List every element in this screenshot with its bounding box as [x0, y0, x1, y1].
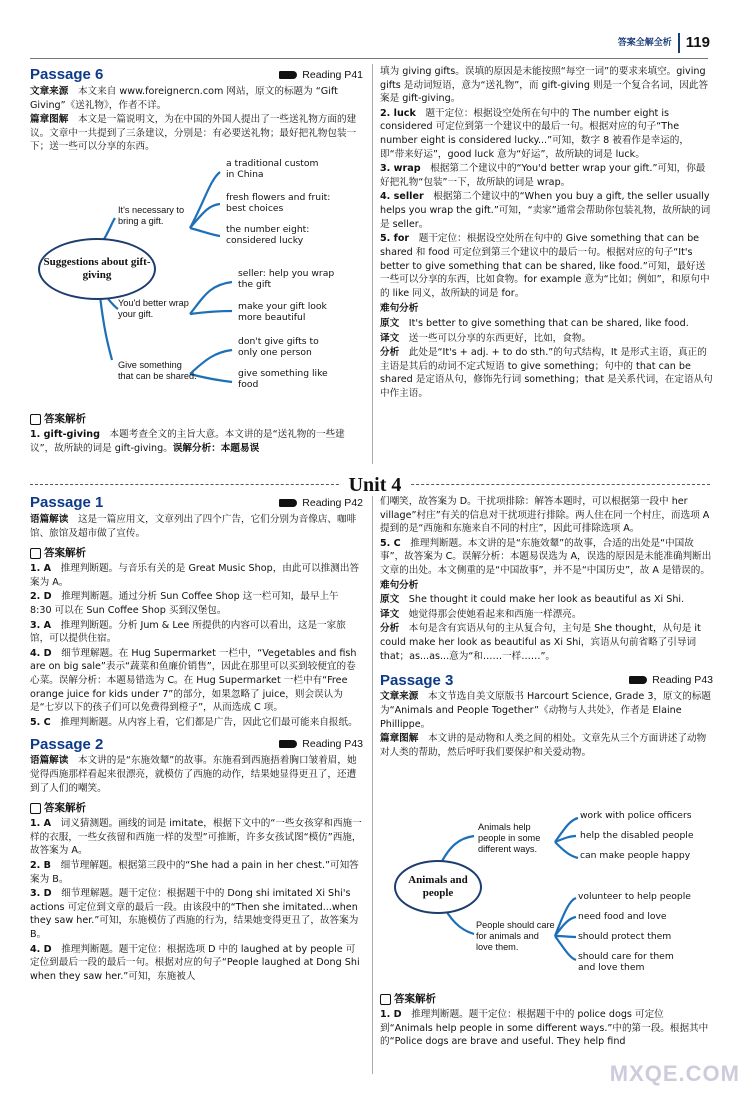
- passage-2-intro: 语篇解读 本文讲的是“东施效颦”的故事。东施看到西施捂着胸口皱着眉，她觉得西施那样看起来很漂亮，就模仿了西施的动作，结果她显得更丑了，还遭到了人们的嘲笑。: [30, 755, 357, 794]
- answer-heading: 答案解析: [30, 801, 363, 816]
- mind-map-center: Suggestions about gift-giving: [38, 238, 156, 300]
- p3-answers: [380, 986, 713, 1049]
- answer-1: 1. gift-giving 本题考查全文的主旨大意。本文讲的是“送礼物的一些建议”，故所缺的词是 gift-giving。误解分析：本题易误: [30, 428, 345, 454]
- translation: 译文 送一些可以分享的东西更好，比如，食物。: [380, 332, 592, 344]
- leaf-seller: seller: help you wrap the gift: [238, 268, 335, 291]
- reading-ref: Reading P43: [629, 673, 713, 688]
- p2-answer-4: 4. D 推理判断题。题干定位：根据选项 D 中的 laughed at by people 可定位到最后一段的最后一句。根据对应的句子“People laughed at Dong Shi when they saw her.”可知，东施被人: [30, 943, 360, 982]
- p1-answer-5: 5. C 推理判断题。从内容上看，它们都是广告，因此它们最可能来自报纸。: [30, 716, 358, 728]
- answer-2: 2. luck 题干定位：根据设空处所在句中的 The number eight is considered 可定位到第一个建议中的最后一句。根据对应的句子“The number eight is considered lucky...”可知，数字 8 被看作是幸运的，即“带来好运”，good luck 意为“好运”，故所缺的词是 luck。: [380, 107, 689, 160]
- leaf-disabled: help the disabled people: [580, 830, 694, 841]
- p3-graph: 篇章图解 本文讲的是动物和人类之间的相处。文章先从三个方面讲述了动物对人类的帮助，然后呼吁我们要保护和关爱动物。: [380, 733, 707, 758]
- p1-answer-4: 4. D 细节理解题。在 Hug Supermarket 一栏中，“Vegetables and fish are on big sale”表示“蔬菜和鱼廉价销售”，因此在那里可以买到较便宜的卷心菜。误解分析：本题易错选为 C。在 Hug Supermarket 一栏中有“Free orange juice for kids under 7”的部分，如果忽略了 juice，则会误认为是“七岁以下的孩子们可以免费得到橙子”，从而选成 C 项。: [30, 647, 357, 714]
- reading-ref: Reading P43: [279, 737, 363, 752]
- section-title: 答案全解全析: [617, 37, 672, 48]
- analysis: 分析 此处是“It's + adj. + to do sth.”的句式结构，It 是形式主语，真正的主语是其后的动词不定式短语 to give something；句中的 that can be shared 是定语从句，修饰先行词 something；that 是关系代词，在定语从句中作主语。: [380, 347, 713, 400]
- leaf-not-one: don't give gifts to only one person: [238, 336, 319, 359]
- analysis: 分析 本句是含有宾语从句的主从复合句，主句是 She thought，从句是 it could make her look as beautiful as Xi Shi，宾语从句前省略了引导词 that；as...as...意为“和……一样……”。: [380, 623, 701, 662]
- branch-animals-help: Animals help people in some different ways.: [478, 822, 541, 855]
- answer-3: 3. wrap 根据第二个建议中的“You'd better wrap your gift.”可知，你最好把礼物“包装”一下，故所缺的词是 wrap。: [380, 163, 706, 188]
- branch-wrap: You'd better wrap your gift.: [118, 298, 189, 320]
- p2-answer-2: 2. B 细节理解题。根据第三段中的“She had a pain in her chest.”可知答案为 B。: [30, 860, 359, 885]
- passage-1-title: Passage 1: [30, 494, 104, 512]
- p2-answer-5: 5. C 推理判断题。本文讲的是“东施效颦”的故事，合适的出处是“中国故事”，故答案为 C。误解分析：本题易误选为 A，误选的原因是未能准确判断出文章的出处。本文侧重的是“中国故事”，并不是“中国历史”，故 A 是错误的。: [380, 537, 712, 577]
- original-sentence: 原文 She thought it could make her look as beautiful as Xi Shi.: [380, 594, 685, 606]
- translation: 译文 她觉得那会使她看起来和西施一样漂亮。: [380, 608, 582, 620]
- branch-necessary: It's necessary to bring a gift.: [118, 205, 185, 227]
- p1-answer-3: 3. A 推理判断题。分析 Jum & Lee 所提供的内容可以看出，这是一家旅馆，可以提供住宿。: [30, 619, 346, 645]
- p2-answer-3: 3. D 细节理解题。题干定位：根据题干中的 Dong shi imitated Xi Shi's actions 可定位到文章的最后一段。由该段中的“Then she imitated...when they saw her.”可知，东施模仿了西施的行为，结果她变得更丑了，故答案为 B。: [30, 888, 359, 941]
- p2-answer-4-cont: 们嘲笑，故答案为 D。干扰项排除：解答本题时，可以根据第一段中 her village”村庄”有关的信息对干扰项进行排除。两人住在同一个村庄，而选项 A 提到的是“西施和东施来自不同的村庄”，因此可排除选项 A。: [380, 496, 710, 535]
- passage-2-title: Passage 2: [30, 735, 104, 753]
- answer-heading: 答案解析: [30, 412, 363, 427]
- page-number: 119: [685, 34, 710, 52]
- p3-answer-1: 1. D 推理判断题。题干定位：根据题干中的 police dogs 可定位到“Animals help people in some different ways.”中的第一段。根据其中的“Police dogs are brave and useful. They help find: [380, 1008, 709, 1048]
- leaf-beautiful: make your gift look more beautiful: [238, 301, 327, 324]
- leaf-need-food: need food and love: [578, 911, 667, 922]
- source-paragraph: 文章来源 本文来自 www.foreignercn.com 网站，原文的标题为 “Gift Giving”《送礼物》，作者不详。: [30, 86, 338, 111]
- answer-heading: 答案解析: [380, 992, 713, 1007]
- leaf-happy: can make people happy: [580, 850, 691, 861]
- original-sentence: 原文 It's better to give something that can be shared, like food.: [380, 317, 689, 329]
- passage-3-title: Passage 3: [380, 671, 454, 689]
- passage-title: Passage 6: [30, 66, 104, 84]
- leaf-volunteer: volunteer to help people: [578, 891, 691, 902]
- mind-map-center: Animals and people: [394, 860, 482, 914]
- p1-answer-1: 1. A 推理判断题。与音乐有关的是 Great Music Shop，由此可以推测出答案为 A。: [30, 563, 360, 588]
- leaf-police: work with police officers: [580, 810, 692, 821]
- p2-answer-1: 1. A 词义猜测题。画线的词是 imitate，根据下文中的“一些女孩穿和西施一样的衣服，一些女孩留和西施一样的发型”可推断，许多女孩试图“模仿”西施，故答案为 A。: [30, 818, 362, 857]
- unit-heading: Unit 4: [0, 471, 750, 499]
- leaf-eight: the number eight: considered lucky: [226, 224, 310, 247]
- answer-heading: 答案解析: [30, 546, 363, 561]
- difficult-heading: 难句分析: [380, 303, 419, 315]
- difficult-heading: 难句分析: [380, 579, 419, 591]
- diagram-paragraph: 篇章图解 本文是一篇说明文，为在中国的外国人提出了一些送礼物方面的建议。文章中一共提到了三条建议，分别是：有必要送礼物；最好把礼物包装一下；送一些可以分享的东西。: [30, 114, 357, 153]
- p3-source: 文章来源 本文节选自美文原版书 Harcourt Science, Grade 3，原文的标题为“Animals and People Together”《动物与人共处》，作者是 Elaine Phillippe。: [380, 691, 712, 730]
- reading-ref: Reading P41: [279, 68, 363, 83]
- leaf-flowers: fresh flowers and fruit: best choices: [226, 192, 331, 215]
- leaf-care-love: should care for them and love them: [578, 951, 674, 974]
- branch-share: Give something that can be shared.: [118, 360, 197, 382]
- answer-5: 5. for 题干定位：根据设空处所在句中的 Give something that can be shared 和 food 可定位到第三个建议中的最后一句。根据对应的句子“It's better to give something that can be shared, like food.”可知，最好送一些可以分享的东西，比如食物。for example 意为“比如；例如”，和原句中的 like 同义，故所缺的词是 for。: [380, 233, 710, 299]
- p1-answer-2: 2. D 推理判断题。通过分析 Sun Coffee Shop 这一栏可知，最早上午 8:30 可以在 Sun Coffee Shop 买到汉堡包。: [30, 591, 339, 616]
- leaf-food: give something like food: [238, 368, 328, 391]
- answer-4: 4. seller 根据第二个建议中的“When you buy a gift, the seller usually helps you wrap the gift.”可知，“卖家”通常会帮助你包装礼物，故所缺的词是 seller。: [380, 191, 711, 230]
- reading-ref: Reading P42: [279, 496, 363, 511]
- watermark: MXQE.COM: [609, 1060, 740, 1086]
- leaf-custom: a traditional custom in China: [226, 158, 319, 181]
- leaf-protect: should protect them: [578, 931, 672, 942]
- branch-people-care: People should care for animals and love them.: [476, 920, 555, 953]
- answer-1-cont: 填为 giving gifts。误填的原因是未能按照“每空一词”的要求来填空。giving gifts 是动词短语，意为“送礼物”，而 gift-giving 则是一个复合名词，因此答案是 gift-giving。: [380, 66, 709, 105]
- passage-1-intro: 语篇解读 这是一篇应用文，文章列出了四个广告，它们分别为音像店、咖啡馆、旅馆及超市做了宣传。: [30, 514, 357, 539]
- answer-icon: [380, 994, 391, 1005]
